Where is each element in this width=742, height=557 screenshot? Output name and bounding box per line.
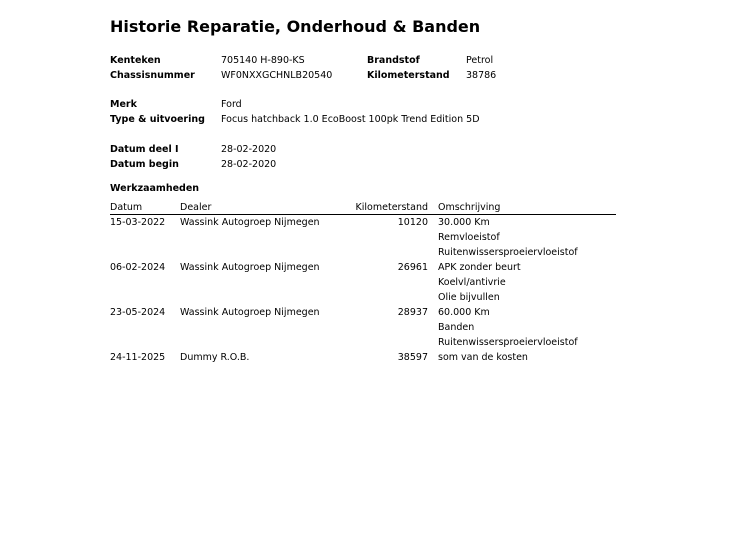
row-3-dealer: Wassink Autogroep Nijmegen: [180, 307, 320, 318]
datum-deel-value: 28-02-2020: [221, 144, 277, 155]
row-2-omschrijving-1: APK zonder beurt: [438, 262, 521, 273]
row-2-omschrijving-3: Olie bijvullen: [438, 292, 500, 303]
row-2-omschrijving-2: Koelvl/antivrie: [438, 277, 506, 288]
chassisnummer-value: WF0NXXGCHNLB20540: [221, 70, 333, 81]
row-4-datum: 24-11-2025: [110, 352, 166, 363]
werkzaamheden-title: Werkzaamheden: [110, 183, 200, 194]
row-4-dealer: Dummy R.O.B.: [180, 352, 250, 363]
brandstof-label: Brandstof: [367, 55, 420, 66]
row-2-dealer: Wassink Autogroep Nijmegen: [180, 262, 320, 273]
kenteken-value: 705140 H-890-KS: [221, 55, 305, 66]
merk-value: Ford: [221, 99, 242, 110]
row-1-datum: 15-03-2022: [110, 217, 166, 228]
row-3-omschrijving-1: 60.000 Km: [438, 307, 490, 318]
row-1-omschrijving-2: Remvloeistof: [438, 232, 500, 243]
column-header-datum: Datum: [110, 202, 143, 213]
chassisnummer-label: Chassisnummer: [110, 70, 195, 81]
datum-begin-label: Datum begin: [110, 159, 179, 170]
page-title: Historie Reparatie, Onderhoud & Banden: [110, 17, 481, 36]
kilometerstand-label: Kilometerstand: [367, 70, 450, 81]
row-1-kilometerstand: 10120: [397, 217, 428, 228]
header-divider: [110, 214, 616, 215]
row-2-datum: 06-02-2024: [110, 262, 166, 273]
datum-begin-value: 28-02-2020: [221, 159, 277, 170]
column-header-dealer: Dealer: [180, 202, 212, 213]
row-2-kilometerstand: 26961: [397, 262, 428, 273]
kilometerstand-value: 38786: [466, 70, 497, 81]
row-1-dealer: Wassink Autogroep Nijmegen: [180, 217, 320, 228]
row-3-omschrijving-3: Ruitenwissersproeiervloeistof: [438, 337, 578, 348]
row-3-omschrijving-2: Banden: [438, 322, 475, 333]
row-1-omschrijving-3: Ruitenwissersproeiervloeistof: [438, 247, 578, 258]
datum-deel-label: Datum deel I: [110, 144, 179, 155]
column-header-omschrijving: Omschrijving: [438, 202, 501, 213]
kenteken-label: Kenteken: [110, 55, 161, 66]
row-4-kilometerstand: 38597: [397, 352, 428, 363]
column-header-kilometerstand: Kilometerstand: [355, 202, 428, 213]
brandstof-value: Petrol: [466, 55, 494, 66]
row-4-omschrijving-1: som van de kosten: [438, 352, 528, 363]
type-uitvoering-value: Focus hatchback 1.0 EcoBoost 100pk Trend Edition 5D: [221, 114, 480, 125]
type-uitvoering-label: Type & uitvoering: [110, 114, 205, 125]
row-1-omschrijving-1: 30.000 Km: [438, 217, 490, 228]
merk-label: Merk: [110, 99, 137, 110]
row-3-datum: 23-05-2024: [110, 307, 166, 318]
row-3-kilometerstand: 28937: [397, 307, 428, 318]
